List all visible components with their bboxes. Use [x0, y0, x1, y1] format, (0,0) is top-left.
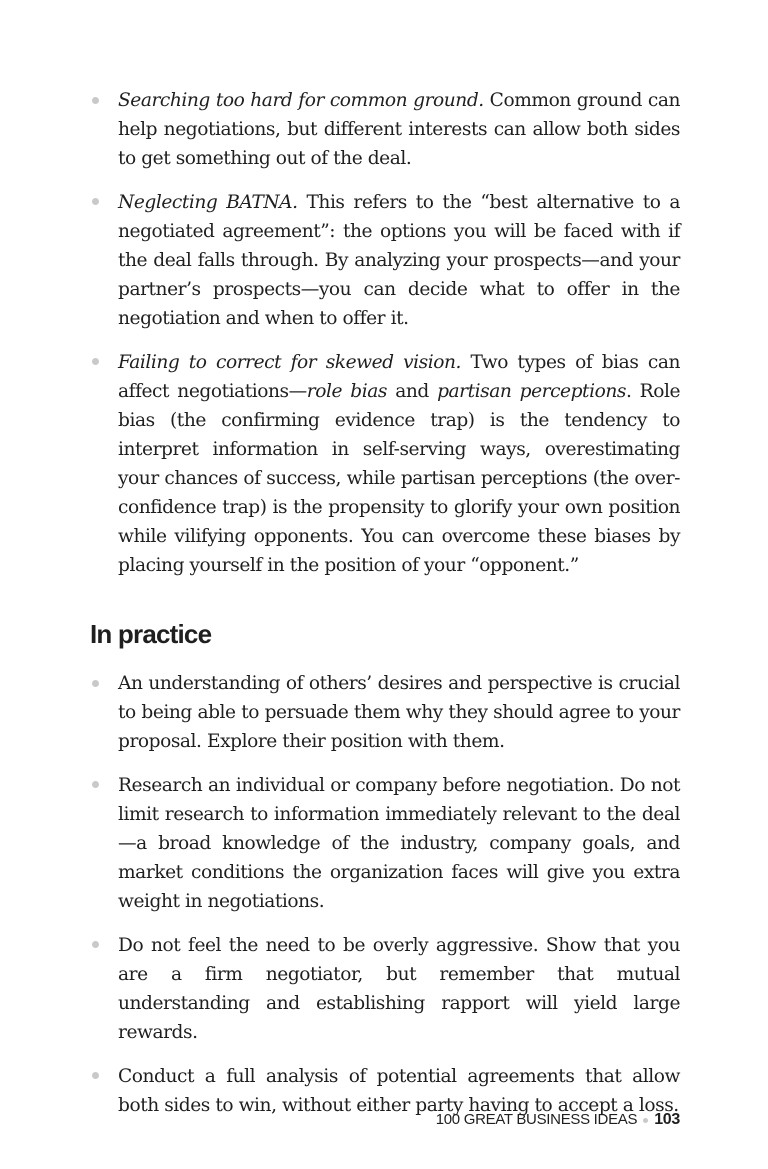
item-text: Common ground can help negotiations, but different interests can allow both sides to get something out of the deal.	[118, 90, 680, 170]
item-text: This refers to the “best alternative to a negotiated agreement”: the options you will be faced with if the deal falls through. By analyzing your prospects—and your partner’s prospects—you can decide what to offer in the negotiation and when to offer it.	[118, 191, 680, 330]
item-text: Two types of bias can affect negotiations—	[118, 351, 681, 402]
item-lead: Failing to correct for skewed vision.	[118, 351, 461, 373]
list-item	[90, 86, 680, 173]
page-footer	[436, 1110, 680, 1130]
list-item: An understanding of others’ desires and perspective is crucial to being able to persuade them why they should agree to your proposal. Explore their position with them.	[90, 669, 680, 756]
item-lead: Searching too hard for common ground.	[118, 90, 484, 111]
item-lead: Neglecting BATNA.	[118, 191, 298, 213]
item-emphasis: role bias	[306, 380, 387, 402]
list-item	[90, 188, 680, 333]
pitfalls-list	[90, 86, 680, 595]
practice-list	[90, 669, 680, 1134]
list-item: Research an individual or company before negotiation. Do not limit research to information immediately relevant to the deal—a broad knowledge of the industry, company goals, and market conditions the organization faces will give you extra weight in negotiations.	[90, 771, 680, 916]
item-text: . Role bias (the confirming evidence trap) is the tendency to interpret information in self-serving ways, overestimating your chances of success, while partisan perceptions (the over-confidence trap) is the propensity to glorify your own position while vilifying opponents. You can overcome these biases by placing yourself in the position of your “opponent.”	[118, 380, 681, 577]
list-item	[90, 348, 680, 581]
item-text: and	[386, 380, 438, 402]
section-heading: In practice	[90, 619, 212, 649]
page-number: 103	[654, 1111, 680, 1128]
separator-dot-icon	[643, 1118, 648, 1123]
list-item: Conduct a full analysis of potential agreements that allow both sides to win, without either party having to accept a loss.	[90, 1062, 680, 1120]
item-emphasis: partisan perceptions	[437, 380, 626, 402]
list-item: Do not feel the need to be overly aggressive. Show that you are a firm negotiator, but remember that mutual understanding and establishing rapport will yield large rewards.	[90, 931, 680, 1047]
book-title: 100 GREAT BUSINESS IDEAS	[435, 1111, 638, 1128]
